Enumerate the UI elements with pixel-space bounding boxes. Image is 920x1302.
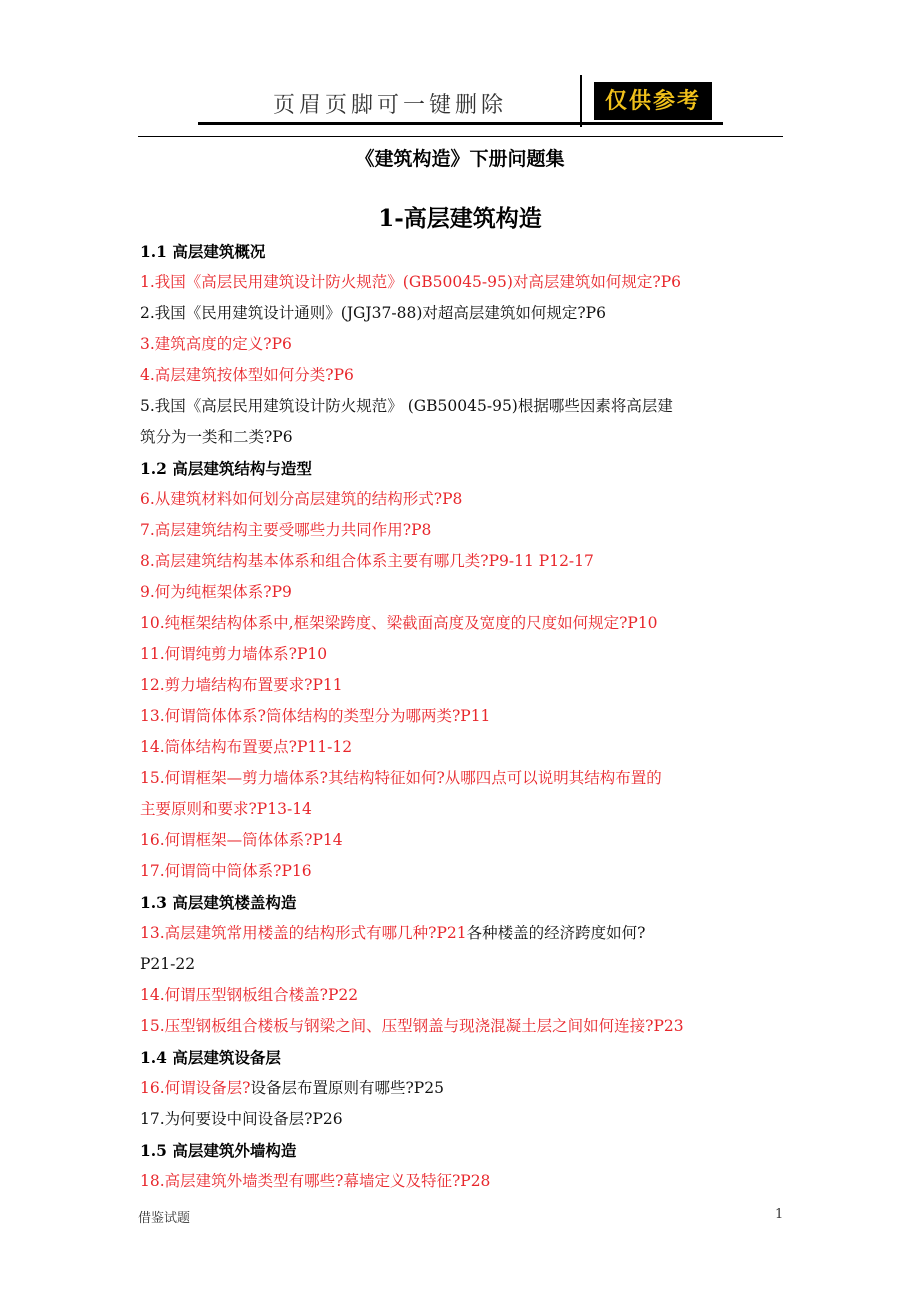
list-item [140, 1073, 785, 1104]
list-item: 11.何谓纯剪力墙体系?P10 [140, 645, 328, 663]
list-item: 5.我国《高层民用建筑设计防火规范》 (GB50045-95)根据哪些因素将高层建 [140, 397, 673, 415]
footer-label: 借鉴试题 [138, 1211, 191, 1226]
list-item-continuation: 主要原则和要求?P13-14 [140, 800, 312, 818]
list-item: 16.何谓框架—筒体体系?P14 [140, 831, 343, 849]
header-rule [138, 136, 783, 137]
header-separator [580, 75, 582, 127]
list-item: 18.高层建筑外墙类型有哪些?幕墙定义及特征?P28 [140, 1172, 491, 1190]
list-item-red-part: 13.高层建筑常用楼盖的结构形式有哪几种?P21 [140, 924, 467, 942]
list-item: 17.为何要设中间设备层?P26 [140, 1110, 343, 1128]
list-item-black-part: 设备层布置原则有哪些?P25 [250, 1079, 444, 1097]
list-item: 1.我国《高层民用建筑设计防火规范》(GB50045-95)对高层建筑如何规定?P6 [140, 273, 682, 291]
list-item: 17.何谓筒中筒体系?P16 [140, 862, 312, 880]
section-heading: 1.3 高层建筑楼盖构造 [140, 893, 297, 912]
list-item: 4.高层建筑按体型如何分类?P6 [140, 366, 354, 384]
list-item: 2.我国《民用建筑设计通则》(JGJ37-88)对超高层建筑如何规定?P6 [140, 304, 606, 322]
question-list [140, 236, 785, 1197]
chapter-title: 1-高层建筑构造 [378, 205, 542, 232]
section-heading: 1.1 高层建筑概况 [140, 242, 266, 261]
header-underline [198, 122, 723, 125]
section-heading: 1.4 高层建筑设备层 [140, 1048, 281, 1067]
list-item: 15.压型钢板组合楼板与钢梁之间、压型钢盖与现浇混凝土层之间如何连接?P23 [140, 1017, 684, 1035]
list-item-continuation: 筑分为一类和二类?P6 [140, 428, 293, 446]
list-item: 8.高层建筑结构基本体系和组合体系主要有哪几类?P9-11 P12-17 [140, 552, 594, 570]
page-number: 1 [775, 1207, 784, 1222]
list-item: 14.筒体结构布置要点?P11-12 [140, 738, 353, 756]
list-item: 12.剪力墙结构布置要求?P11 [140, 676, 343, 694]
list-item: 13.何谓筒体体系?筒体结构的类型分为哪两类?P11 [140, 707, 491, 725]
list-item [140, 918, 785, 949]
list-item: 6.从建筑材料如何划分高层建筑的结构形式?P8 [140, 490, 463, 508]
header-text: 页眉页脚可一键删除 [273, 93, 508, 118]
list-item: 10.纯框架结构体系中,框架梁跨度、梁截面高度及宽度的尺度如何规定?P10 [140, 614, 658, 632]
list-item: 14.何谓压型钢板组合楼盖?P22 [140, 986, 359, 1004]
page-header [138, 70, 783, 140]
section-heading: 1.5 高层建筑外墙构造 [140, 1141, 297, 1160]
list-item: 9.何为纯框架体系?P9 [140, 583, 292, 601]
document-title: 《建筑构造》下册问题集 [355, 148, 565, 170]
list-item: 3.建筑高度的定义?P6 [140, 335, 292, 353]
list-item-black-part: 各种楼盖的经济跨度如何? [466, 924, 646, 942]
list-item-continuation: P21-22 [140, 955, 196, 973]
list-item: 7.高层建筑结构主要受哪些力共同作用?P8 [140, 521, 432, 539]
list-item-red-part: 16.何谓设备层? [140, 1079, 251, 1097]
list-item: 15.何谓框架—剪力墙体系?其结构特征如何?从哪四点可以说明其结构布置的 [140, 769, 662, 787]
reference-stamp: 仅供参考 [594, 82, 712, 120]
section-heading: 1.2 高层建筑结构与造型 [140, 459, 312, 478]
